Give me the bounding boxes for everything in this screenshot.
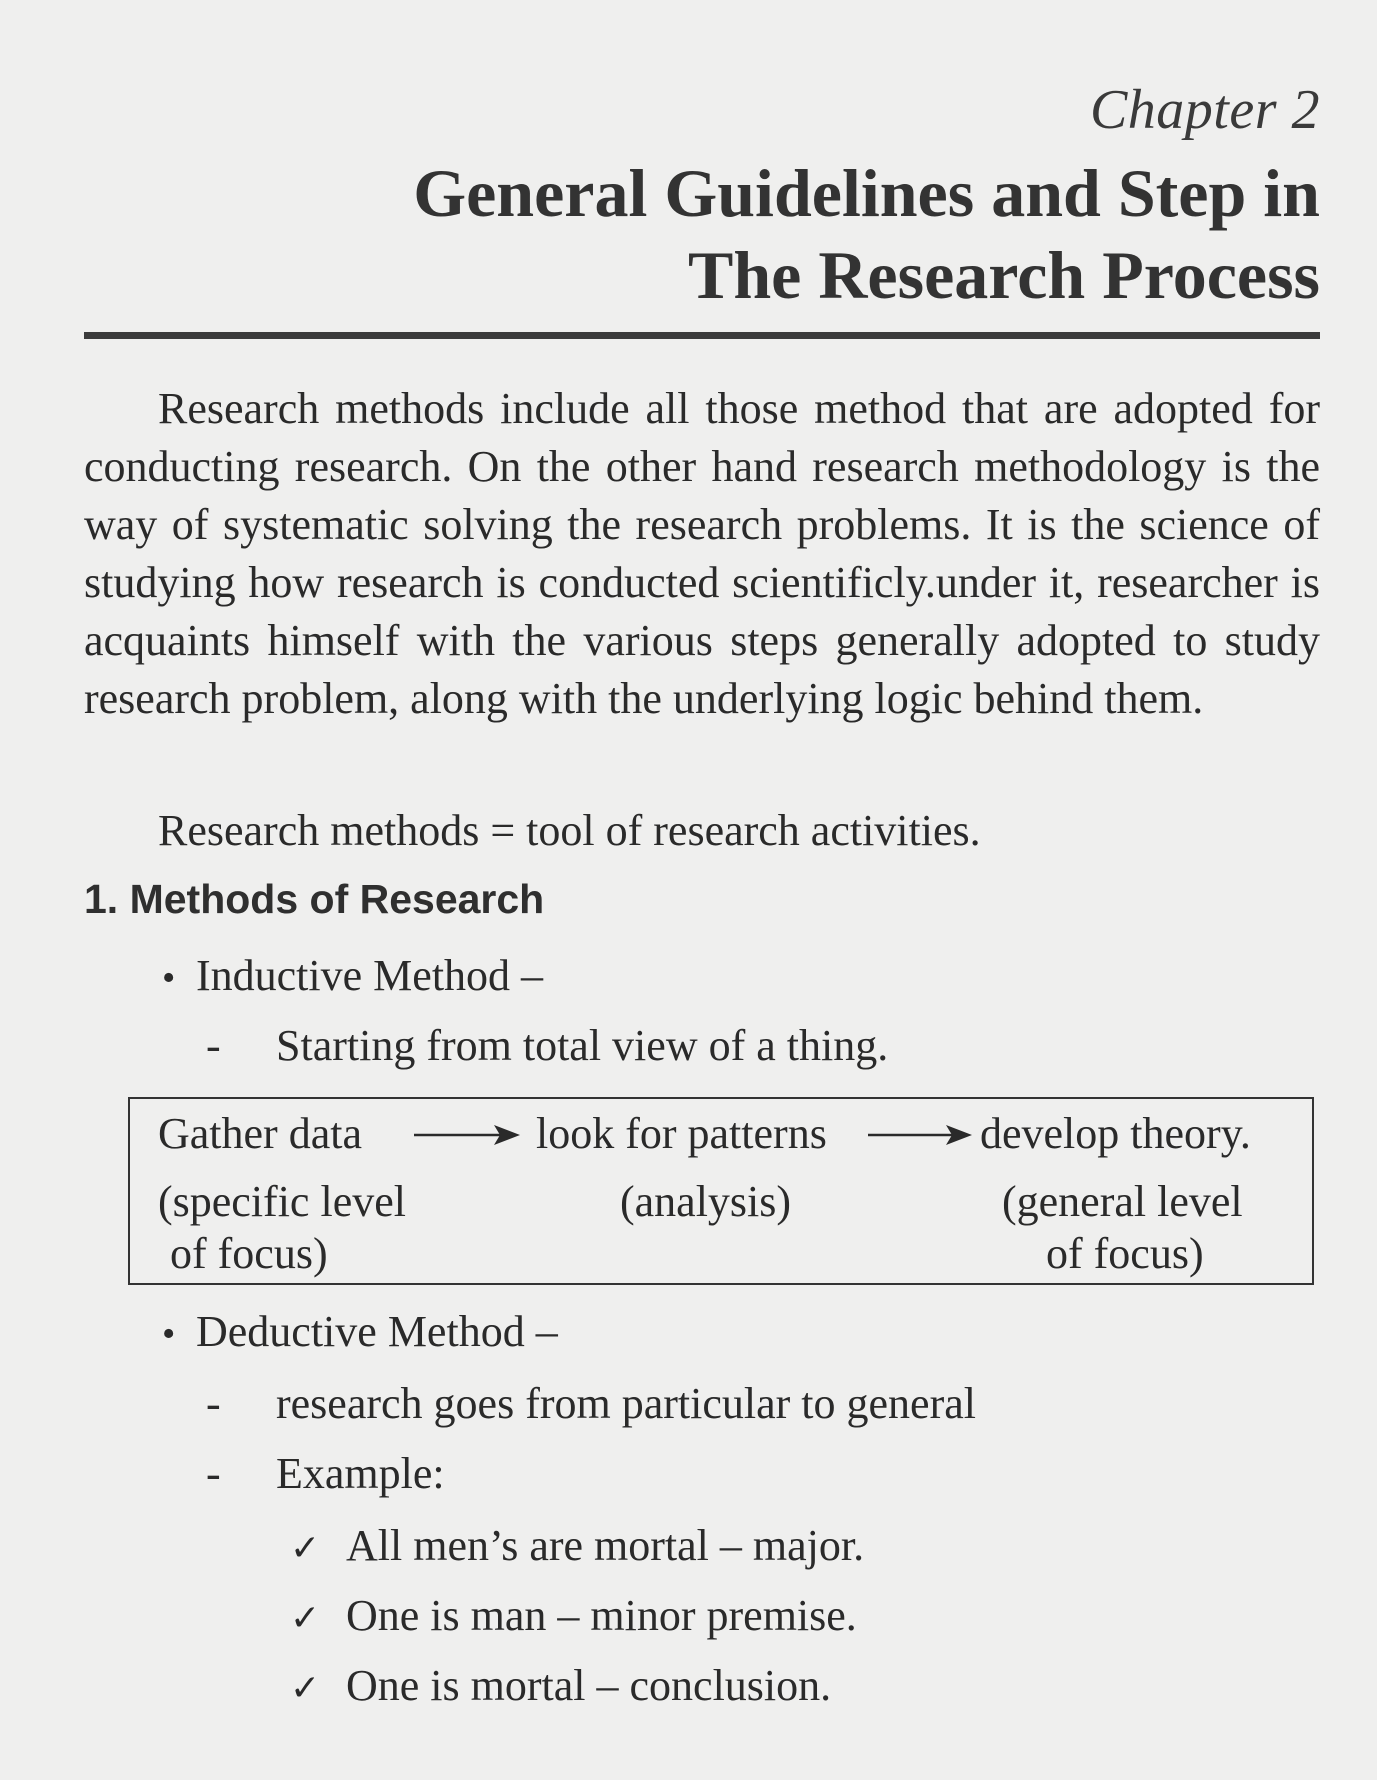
dash-icon: - xyxy=(206,1021,221,1070)
flow-step-look-for-patterns: look for patterns xyxy=(536,1109,827,1158)
example-item xyxy=(290,1590,857,1641)
deductive-method-label: Deductive Method – xyxy=(196,1307,558,1356)
flow-arrow-1-icon xyxy=(414,1121,524,1149)
title-divider xyxy=(84,332,1320,339)
equation-line: Research methods = tool of research activities. xyxy=(158,806,981,855)
example-text: One is man – minor premise. xyxy=(346,1591,857,1640)
chapter-label: Chapter 2 xyxy=(1089,79,1320,141)
chapter-title-line-2: The Research Process xyxy=(687,237,1320,313)
flow-arrow-2-icon xyxy=(868,1121,976,1149)
checkmark-icon: ✓ xyxy=(290,1668,321,1709)
chapter-title-line-1: General Guidelines and Step in xyxy=(413,155,1320,231)
inductive-point-text: Starting from total view of a thing. xyxy=(276,1021,889,1070)
bullet-icon: • xyxy=(162,957,176,999)
dash-icon: - xyxy=(206,1379,221,1428)
flow-note-specific-line-1: (specific level xyxy=(158,1177,406,1226)
chapter-title xyxy=(220,152,1320,316)
deductive-point-text: research goes from particular to general xyxy=(276,1379,976,1428)
example-text: One is mortal – conclusion. xyxy=(346,1661,832,1710)
bullet-icon: • xyxy=(162,1313,176,1355)
dash-icon: - xyxy=(206,1449,221,1498)
inductive-flow-box xyxy=(128,1097,1314,1285)
deductive-method-bullet xyxy=(162,1306,558,1357)
checkmark-icon: ✓ xyxy=(290,1528,321,1569)
inductive-method-label: Inductive Method – xyxy=(196,951,544,1000)
section-heading: 1. Methods of Research xyxy=(84,876,545,922)
flow-step-gather-data: Gather data xyxy=(158,1109,362,1158)
example-item xyxy=(290,1660,831,1711)
example-label-text: Example: xyxy=(276,1449,445,1498)
example-text: All men’s are mortal – major. xyxy=(346,1521,865,1570)
example-item xyxy=(290,1520,864,1571)
flow-note-specific-line-2: of focus) xyxy=(170,1229,328,1278)
flow-note-general-line-1: (general level xyxy=(1002,1177,1243,1226)
inductive-method-bullet xyxy=(162,950,543,1001)
flow-note-general-line-2: of focus) xyxy=(1046,1229,1204,1278)
flow-note-analysis: (analysis) xyxy=(620,1177,792,1226)
intro-paragraph: Research methods include all those method that are adopted for conducting research. On the other hand research methodology is the way of systematic solving the research problems. It is the science of studying how research is conducted scientificly.under it, researcher is acquaints himself with the various steps generally adopted to study research problem, along with the underlying logic behind them. xyxy=(84,384,1320,723)
flow-step-develop-theory: develop theory. xyxy=(980,1109,1251,1158)
checkmark-icon: ✓ xyxy=(290,1598,321,1639)
